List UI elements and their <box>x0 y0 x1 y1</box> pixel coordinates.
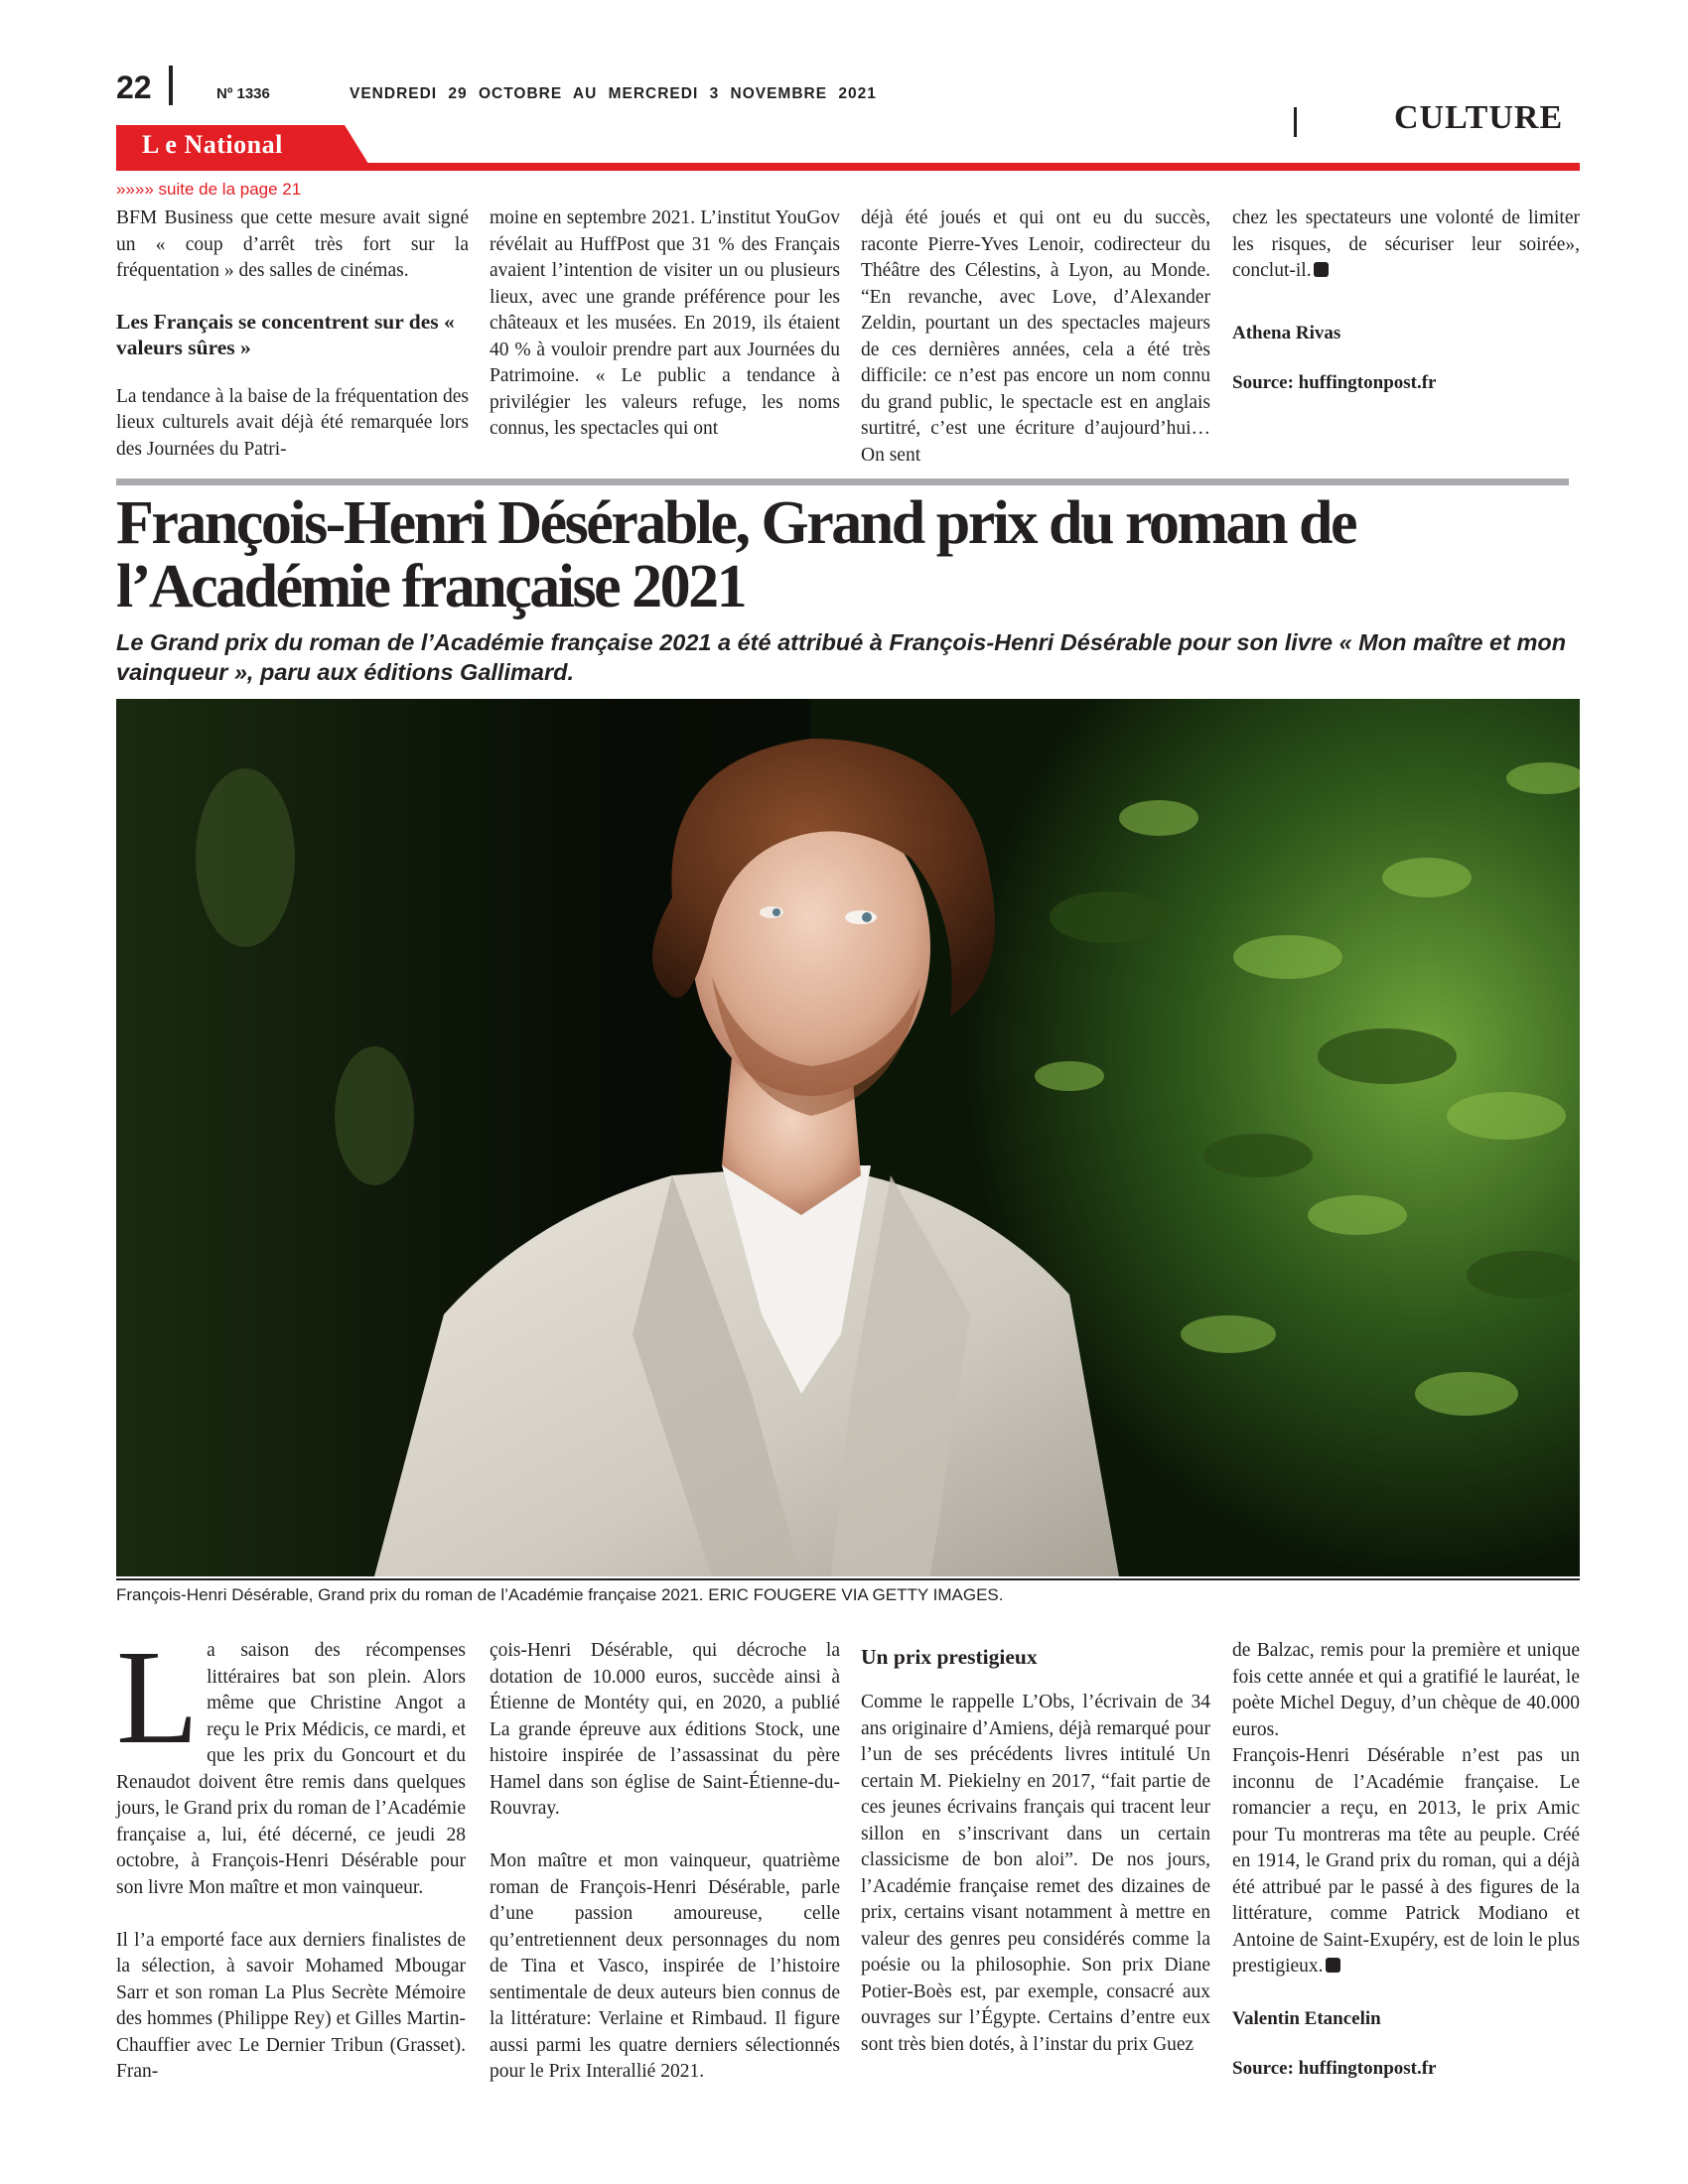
main-article-column-1 <box>116 1623 466 2086</box>
author-signature: Valentin Etancelin <box>1232 2007 1381 2029</box>
paragraph: BFM Business que cette mesure avait signé un « coup d’arrêt très fort sur la fréquentation » des salles de cinémas. <box>116 207 469 281</box>
paragraph: de Balzac, remis pour la première et unique fois cette année et qui a gratifié le lauréat, le poète Michel Deguy, d’un chèque de 40.000 euros. <box>1232 1640 1580 1740</box>
subheading: Les Français se concentrent sur des « valeurs sûres » <box>116 309 455 359</box>
section-divider <box>1294 107 1297 137</box>
issue-date: VENDREDI 29 OCTOBRE AU MERCREDI 3 NOVEMBRE 2021 <box>350 85 877 102</box>
portrait-illustration <box>116 699 1580 1576</box>
page-number: 22 <box>116 69 152 105</box>
continued-from: »»»» suite de la page 21 <box>116 180 302 199</box>
author-photo <box>116 699 1580 1576</box>
paragraph: Il l’a emporté face aux derniers finalistes de la sélection, à savoir Mohamed Mbougar Sarr et son roman La Plus Secrète Mémoire des hommes (Philippe Rey) et Gilles Martin-Chauffier avec Le Dernier Tribun (Grasset). Fran- <box>116 1929 466 2082</box>
lede: Le Grand prix du roman de l’Académie française 2021 a été attribué à François-Henri Désérable pour son livre « Mon maître et mon vainqueur », paru aux éditions Gallimard. <box>116 629 1567 685</box>
main-article-column-2 <box>490 1638 840 2086</box>
drop-cap: L <box>116 1623 200 1772</box>
top-article-column-3 <box>861 205 1210 469</box>
issue-number: Nº 1336 <box>216 85 270 102</box>
caption-rule <box>116 1578 1580 1580</box>
paragraph: La tendance à la baise de la fréquentation des lieux culturels avait déjà été remarquée lors des Journées du Patri- <box>116 385 469 460</box>
photo-caption: François-Henri Désérable, Grand prix du roman de l’Académie française 2021. ERIC FOUGERE VIA GETTY IMAGES. <box>116 1585 1004 1604</box>
paragraph: François-Henri Désérable n’est pas un inconnu de l’Académie française. Le romancier a reçu, en 2013, le prix Amic pour Tu montreras ma tête au peuple. Créé en 1914, le Grand prix du roman, qui a déjà été attribué par le passé à des figures de la littérature, comme Patrick Modiano et Antoine de Saint-Exupéry, est de loin le plus prestigieux. <box>1232 1745 1580 1977</box>
newspaper-logo <box>116 125 370 167</box>
paragraph: moine en septembre 2021. L’institut YouGov révélait au HuffPost que 31 % des Français avaient l’intention de visiter un ou plusieurs lieux, avec une grande préférence pour les châteaux et les musées. En 2019, ils étaient 40 % à vouloir prendre part aux Journées du Patrimoine. « Le public a tendance à privilégier les valeurs refuge, les noms connus, les spectacles qui ont <box>490 207 840 439</box>
article-separator <box>116 478 1569 485</box>
top-article-column-2 <box>490 205 840 443</box>
paragraph: déjà été joués et qui ont eu du succès, raconte Pierre-Yves Lenoir, codirecteur du Théâtre des Célestins, à Lyon, au Monde. “En revanche, avec Love, d’Alexander Zeldin, pourtant un des spectacles majeurs de ces dernières années, cela a été très difficile: ce n’est pas encore un nom connu du grand public, le spectacle est en anglais surtitré, c’est une écriture d’aujourd’hui… On sent <box>861 207 1210 466</box>
paragraph: La saison des récompenses littéraires bat son plein. Alors même que Christine Angot a reçu le Prix Médicis, ce mardi, et que les prix du Goncourt et du Renaudot doivent être remis dans quelques jours, le Grand prix du roman de l’Académie française a, lui, été décerné, ce jeudi 28 octobre, à François-Henri Désérable pour son livre Mon maître et mon vainqueur. <box>116 1623 466 1898</box>
logo-text: L e National <box>142 130 283 159</box>
author-signature: Athena Rivas <box>1232 322 1341 343</box>
paragraph: chez les spectateurs une volonté de limiter les risques, de sécuriser leur soirée», conclut-il. <box>1232 207 1580 281</box>
headline: François-Henri Désérable, Grand prix du roman de l’Académie française 2021 <box>116 489 1355 620</box>
end-mark-icon <box>1326 1958 1340 1973</box>
end-mark-icon <box>1314 262 1329 277</box>
section-title: CULTURE <box>1394 99 1564 136</box>
paragraph: çois-Henri Désérable, qui décroche la dotation de 10.000 euros, succède ainsi à Étienne de Montéty qui, en 2020, a publié La grande épreuve aux éditions Stock, une histoire inspirée de l’assassinat du père Hamel dans son église de Saint-Étienne-du-Rouvray. <box>490 1640 840 1819</box>
source-credit: Source: huffingtonpost.fr <box>1232 2057 1437 2079</box>
top-article-column-4 <box>1232 205 1580 394</box>
main-article-column-4 <box>1232 1638 1580 2080</box>
header-divider <box>169 66 173 105</box>
main-article-column-3 <box>861 1644 1210 2058</box>
subheading: Un prix prestigieux <box>861 1645 1038 1669</box>
paragraph: Comme le rappelle L’Obs, l’écrivain de 34 ans originaire d’Amiens, déjà remarqué pour l’un de ses précédents livres intitulé Un certain M. Piekielny en 2017, “fait partie de ces jeunes écrivains français qui tracent leur sillon en s’inscrivant dans un certain classicisme de bon aloi”. De nos jours, l’Académie française remet des dizaines de prix, certains visant notamment à mettre en valeur des genres peu considérés comme la poésie ou la philosophie. Son prix Diane Potier-Boès est, par exemple, consacré aux ouvrages sur l’Égypte. Certains d’entre eux sont très bien dotés, à l’instar du prix Guez <box>861 1692 1210 2055</box>
header-red-rule <box>116 163 1580 171</box>
source-credit: Source: huffingtonpost.fr <box>1232 371 1437 393</box>
paragraph: Mon maître et mon vainqueur, quatrième roman de François-Henri Désérable, parle d’une passion amoureuse, celle qu’entretiennent deux personnages du nom de Tina et Vasco, inspirée de l’histoire sentimentale de deux auteurs bien connus de la littérature: Verlaine et Rimbaud. Il figure aussi parmi les quatre derniers sélectionnés pour le Prix Interallié 2021. <box>490 1850 840 2082</box>
top-article-column-1 <box>116 205 469 463</box>
